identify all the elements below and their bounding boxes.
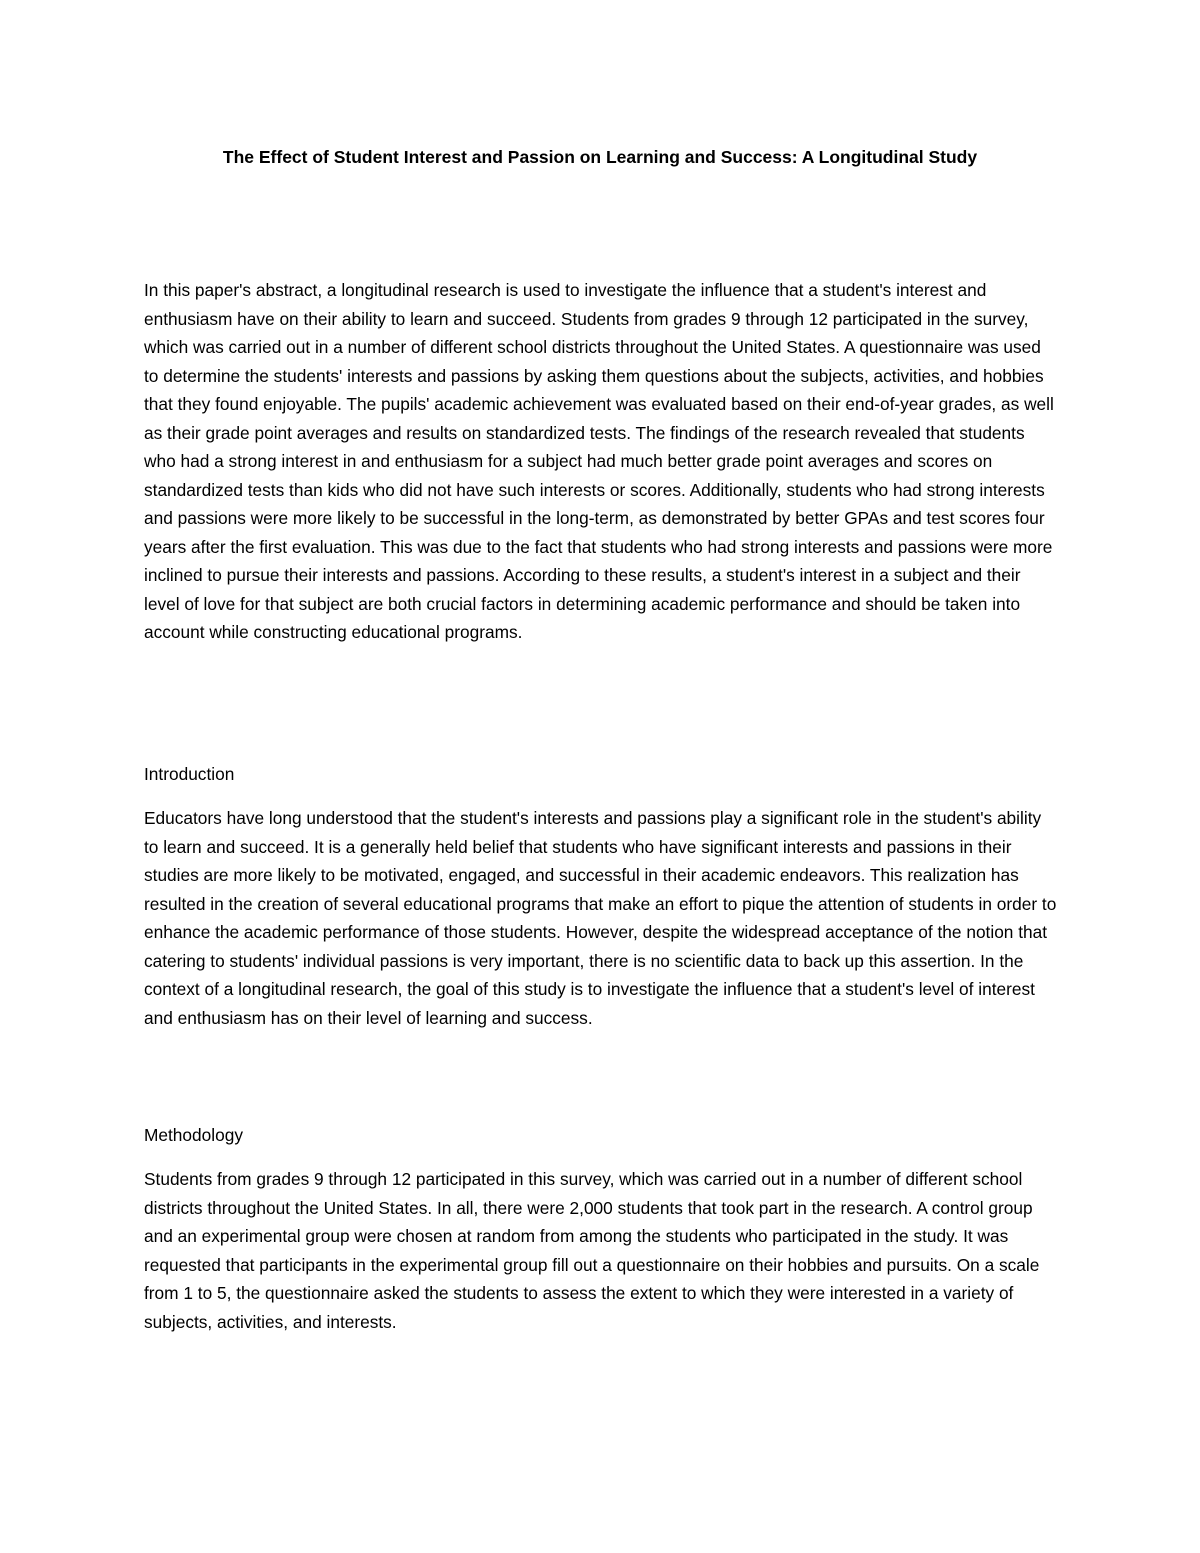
document-title: The Effect of Student Interest and Passion on Learning and Success: A Longitudinal Study [222, 147, 978, 167]
section-body-introduction: Educators have long understood that the student's interests and passions play a significant role in the student's ability to learn and succeed. It is a generally held belief that students who have significant interests and passions in their studies are more likely to be motivated, engaged, and successful in their academic endeavors. This realization has resulted in the creation of several educational programs that make an effort to pique the attention of students in order to enhance the academic performance of those students. However, despite the widespread acceptance of the notion that catering to students' individual passions is very important, there is no scientific data to back up this assertion. In the context of a longitudinal research, the goal of this study is to investigate the influence that a student's level of interest and enthusiasm has on their level of learning and success. [144, 808, 1057, 1028]
section-heading-methodology: Methodology [144, 1125, 243, 1145]
section-body-methodology: Students from grades 9 through 12 participated in this survey, which was carried out in a number of different school districts throughout the United States. In all, there were 2,000 students that took part in the research. A control group and an experimental group were chosen at random from among the students who participated in the study. It was requested that participants in the experimental group fill out a questionnaire on their hobbies and pursuits. On a scale from 1 to 5, the questionnaire asked the students to assess the extent to which they were interested in a variety of subjects, activities, and interests. [144, 1169, 1040, 1332]
abstract-paragraph: In this paper's abstract, a longitudinal research is used to investigate the influence that a student's interest and enthusiasm have on their ability to learn and succeed. Students from grades 9 through 12 participated in the survey, which was carried out in a number of different school districts throughout the United States. A questionnaire was used to determine the students' interests and passions by asking them questions about the subjects, activities, and hobbies that they found enjoyable. The pupils' academic achievement was evaluated based on their end-of-year grades, as well as their grade point averages and results on standardized tests. The findings of the research revealed that students who had a strong interest in and enthusiasm for a subject had much better grade point averages and scores on standardized tests than kids who did not have such interests or scores. Additionally, students who had strong interests and passions were more likely to be successful in the long-term, as demonstrated by better GPAs and test scores four years after the first evaluation. This was due to the fact that students who had strong interests and passions were more inclined to pursue their interests and passions. According to these results, a student's interest in a subject and their level of love for that subject are both crucial factors in determining academic performance and should be taken into account while constructing educational programs. [144, 280, 1054, 642]
section-heading-introduction: Introduction [144, 764, 235, 784]
